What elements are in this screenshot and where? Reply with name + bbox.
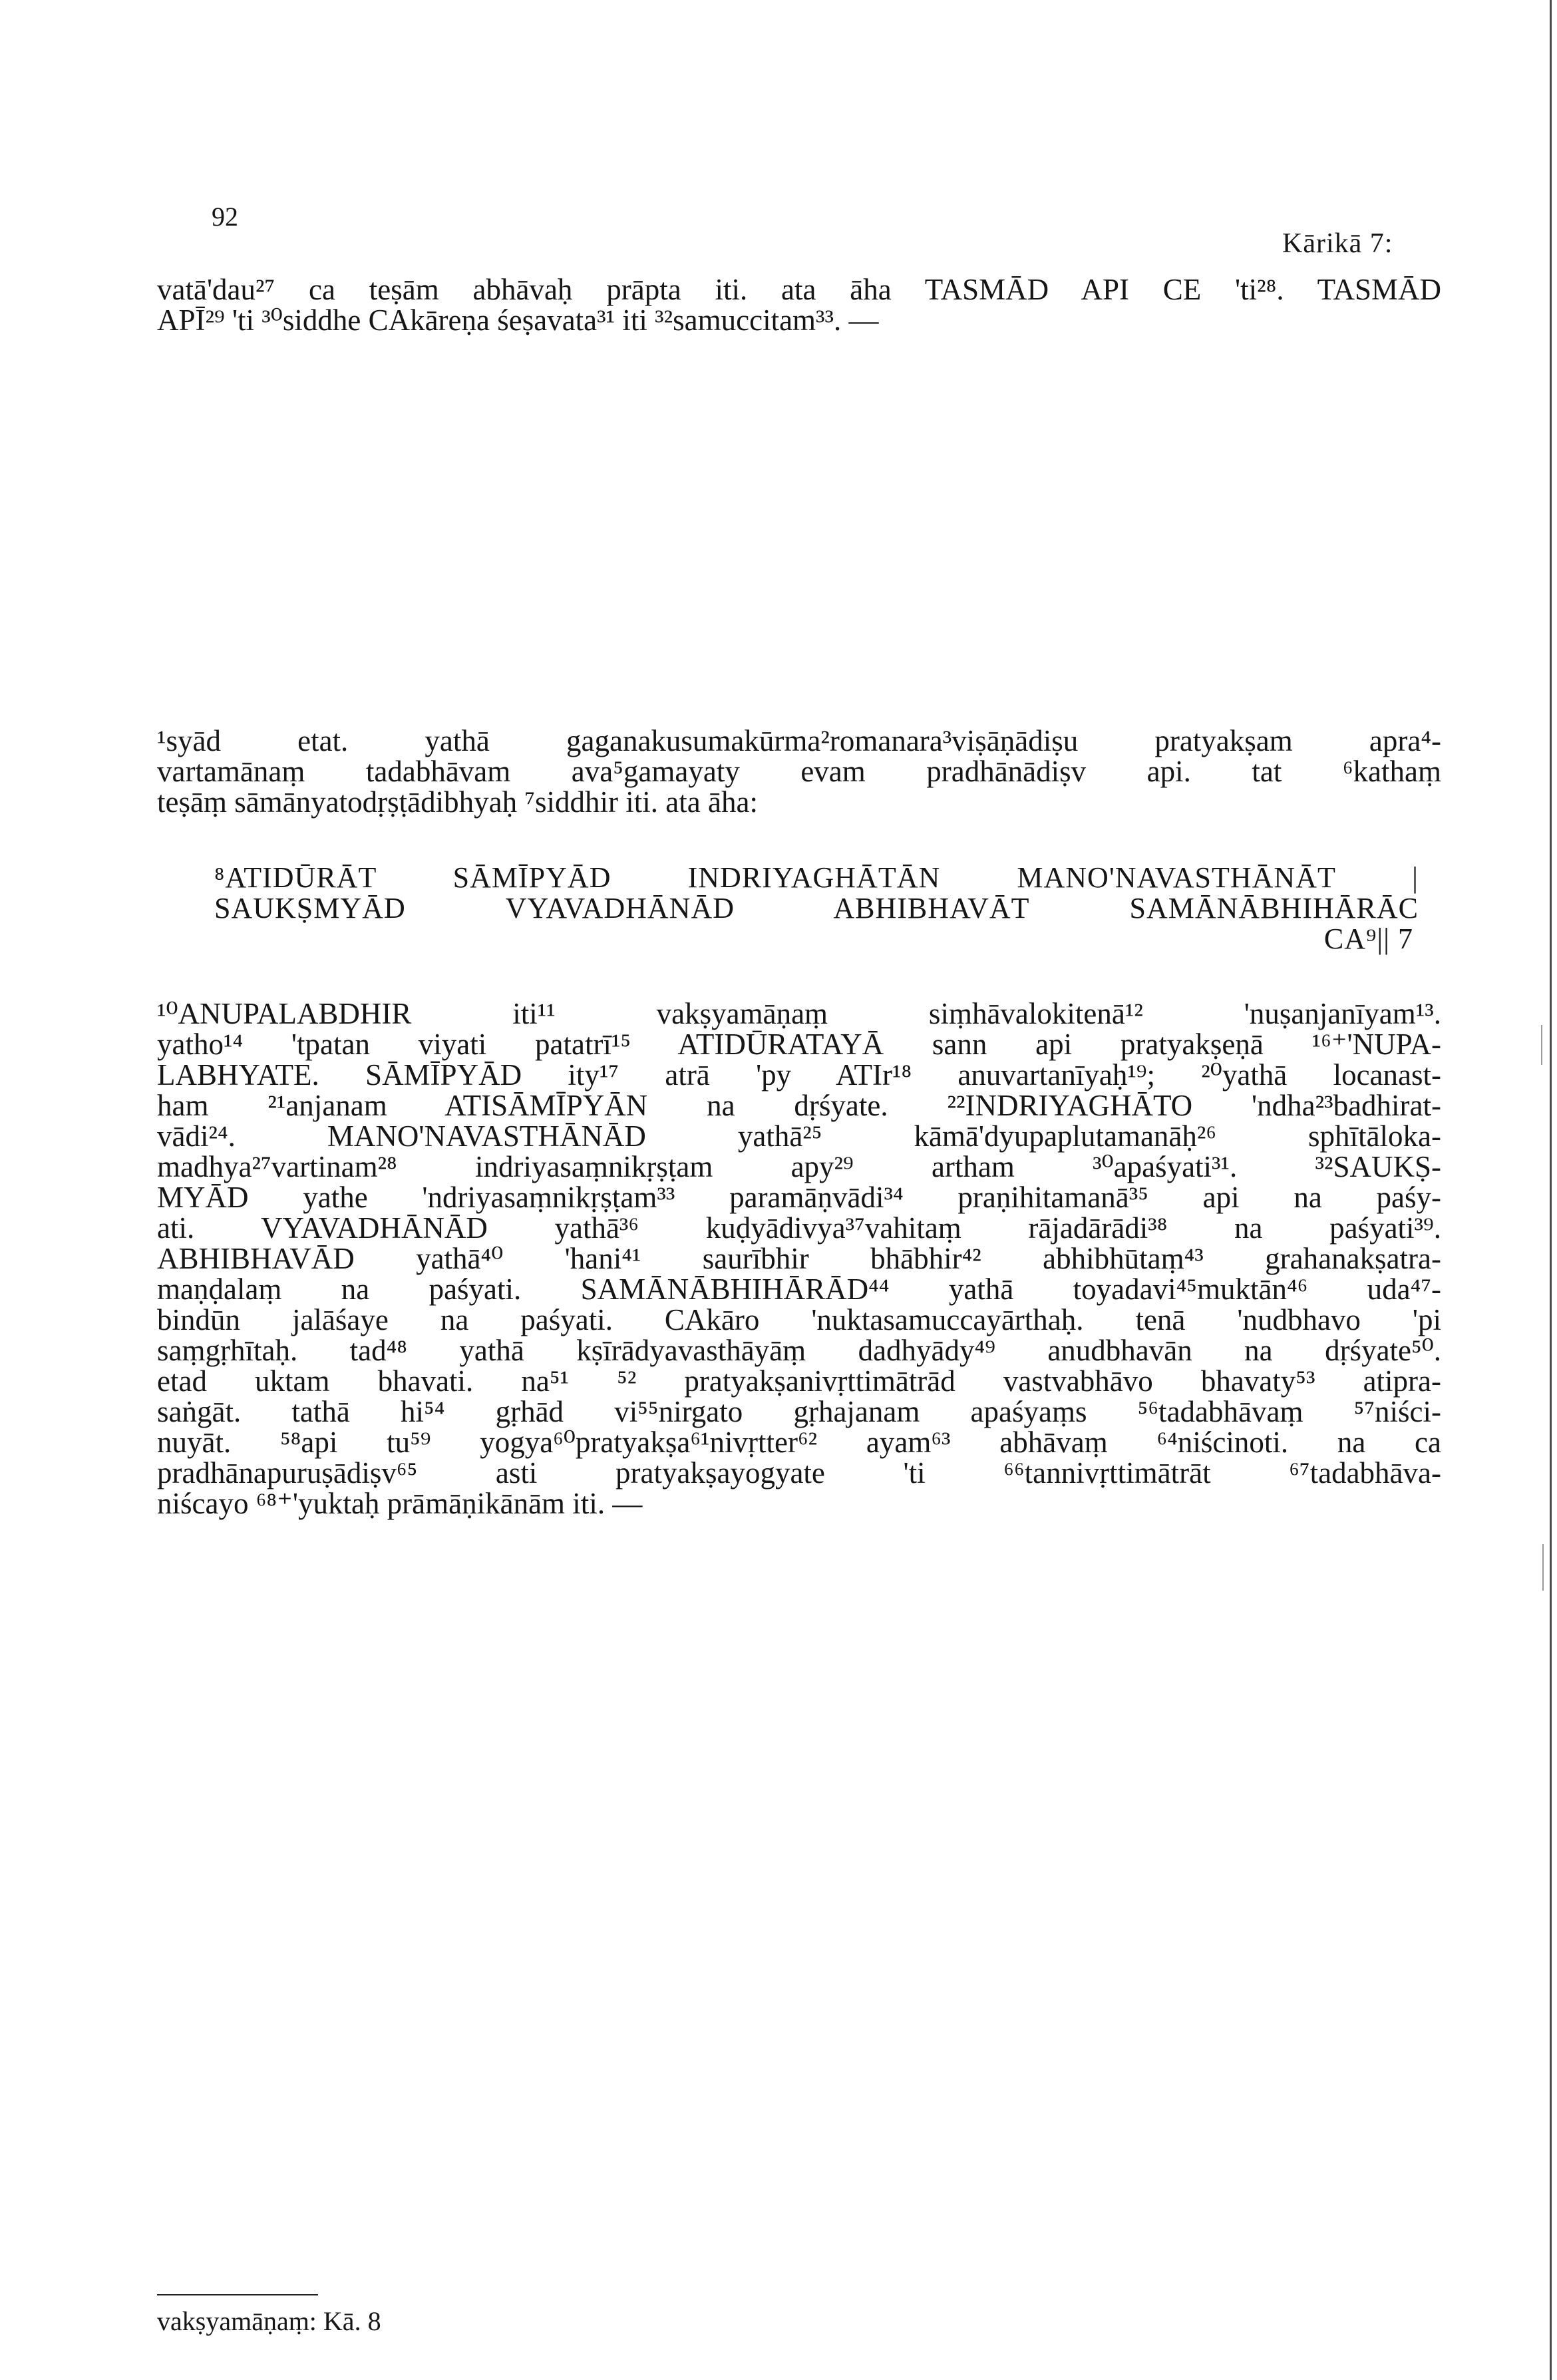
footnote: vakṣyamāṇaṃ: Kā. 8 xyxy=(157,2306,381,2336)
text-line: teṣāṃ sāmānyatodṛṣṭādibhyaḥ ⁷siddhir iti. ata āha: xyxy=(157,785,758,819)
text-line: vartamānaṃ tadabhāvam ava⁵gamayaty evam pradhānādiṣv api. tat ⁶kathaṃ xyxy=(157,755,1441,788)
verse-number: CA⁹|| 7 xyxy=(1323,922,1413,955)
text-line: LABHYATE. SĀMĪPYĀD ity¹⁷ atrā 'py ATIr¹⁸ anuvartanīyaḥ¹⁹; ²⁰yathā locanast- xyxy=(157,1058,1441,1091)
intro-paragraph xyxy=(157,274,1441,335)
text-line: ¹syād etat. yathā gaganakusumakūrma²romanara³viṣāṇādiṣu pratyakṣam apra⁴- xyxy=(157,724,1441,757)
text-line: ati. VYAVADHĀNĀD yathā³⁶ kuḍyādivya³⁷vahitaṃ rājadārādi³⁸ na paśyati³⁹. xyxy=(157,1211,1441,1245)
text-line: ¹⁰ANUPALABDHIR iti¹¹ vakṣyamāṇaṃ siṃhāvalokitenā¹² 'nuṣanjanīyam¹³. xyxy=(157,997,1441,1030)
text-line: maṇḍalaṃ na paśyati. SAMĀNĀBHIHĀRĀD⁴⁴ yathā toyadavi⁴⁵muktān⁴⁶ uda⁴⁷- xyxy=(157,1273,1441,1306)
edge-mark xyxy=(1542,1544,1544,1591)
commentary-paragraph xyxy=(157,998,1441,1519)
running-head: Kārikā 7: xyxy=(1282,228,1393,259)
page-number: 92 xyxy=(212,202,238,232)
text-line: niścayo ⁶⁸⁺'yuktaḥ prāmāṇikānām iti. — xyxy=(157,1487,643,1520)
text-line: madhya²⁷vartinam²⁸ indriyasaṃnikṛṣṭam apy²⁹ artham ³⁰apaśyati³¹. ³²SAUKṢ- xyxy=(157,1150,1441,1183)
footnote-rule xyxy=(157,2294,318,2295)
verse-line: ⁸ATIDŪRĀT SĀMĪPYĀD INDRIYAGHĀTĀN MANO'NAVASTHĀNĀT | xyxy=(214,861,1419,894)
text-line: bindūn jalāśaye na paśyati. CAkāro 'nuktasamuccayārthaḥ. tenā 'nudbhavo 'pi xyxy=(157,1303,1441,1336)
text-line: vādi²⁴. MANO'NAVASTHĀNĀD yathā²⁵ kāmā'dyupaplutamanāḥ²⁶ sphītāloka- xyxy=(157,1119,1441,1153)
lead-paragraph xyxy=(157,725,1441,817)
text-line: nuyāt. ⁵⁸api tu⁵⁹ yogya⁶⁰pratyakṣa⁶¹nivṛtter⁶² ayam⁶³ abhāvaṃ ⁶⁴niścinoti. na ca xyxy=(157,1426,1441,1459)
text-line: APĪ²⁹ 'ti ³⁰siddhe CAkāreṇa śeṣavata³¹ iti ³²samuccitam³³. — xyxy=(157,303,879,337)
text-line: yatho¹⁴ 'tpatan viyati patatrī¹⁵ ATIDŪRATAYĀ sann api pratyakṣeṇā ¹⁶⁺'NUPA- xyxy=(157,1028,1441,1061)
karika-verse xyxy=(214,863,1419,954)
text-line: saṅgāt. tathā hi⁵⁴ gṛhād vi⁵⁵nirgato gṛhajanam apaśyaṃs ⁵⁶tadabhāvaṃ ⁵⁷niści- xyxy=(157,1395,1441,1428)
verse-line: SAUKṢMYĀD VYAVADHĀNĀD ABHIBHAVĀT SAMĀNĀBHIHĀRĀC xyxy=(214,892,1419,924)
text-line: ABHIBHAVĀD yathā⁴⁰ 'hani⁴¹ saurībhir bhābhir⁴² abhibhūtaṃ⁴³ grahanakṣatra- xyxy=(157,1242,1441,1275)
text-line: ham ²¹anjanam ATISĀMĪPYĀN na dṛśyate. ²²INDRIYAGHĀTO 'ndha²³badhirat- xyxy=(157,1089,1441,1122)
text-line: MYĀD yathe 'ndriyasaṃnikṛṣṭam³³ paramāṇvādi³⁴ praṇihitamanā³⁵ api na paśy- xyxy=(157,1181,1441,1214)
text-line: etad uktam bhavati. na⁵¹ ⁵² pratyakṣanivṛttimātrād vastvabhāvo bhavaty⁵³ atipra- xyxy=(157,1364,1441,1398)
text-line: pradhānapuruṣādiṣv⁶⁵ asti pratyakṣayogyate 'ti ⁶⁶tannivṛttimātrāt ⁶⁷tadabhāva- xyxy=(157,1456,1441,1489)
page-edge-rule xyxy=(1550,0,1552,2380)
edge-mark xyxy=(1541,1025,1542,1065)
text-line: vatā'dau²⁷ ca teṣām abhāvaḥ prāpta iti. ata āha TASMĀD API CE 'ti²⁸. TASMĀD xyxy=(157,273,1441,306)
text-line: saṃgṛhītaḥ. tad⁴⁸ yathā kṣīrādyavasthāyāṃ dadhyādy⁴⁹ anudbhavān na dṛśyate⁵⁰. xyxy=(157,1334,1441,1367)
